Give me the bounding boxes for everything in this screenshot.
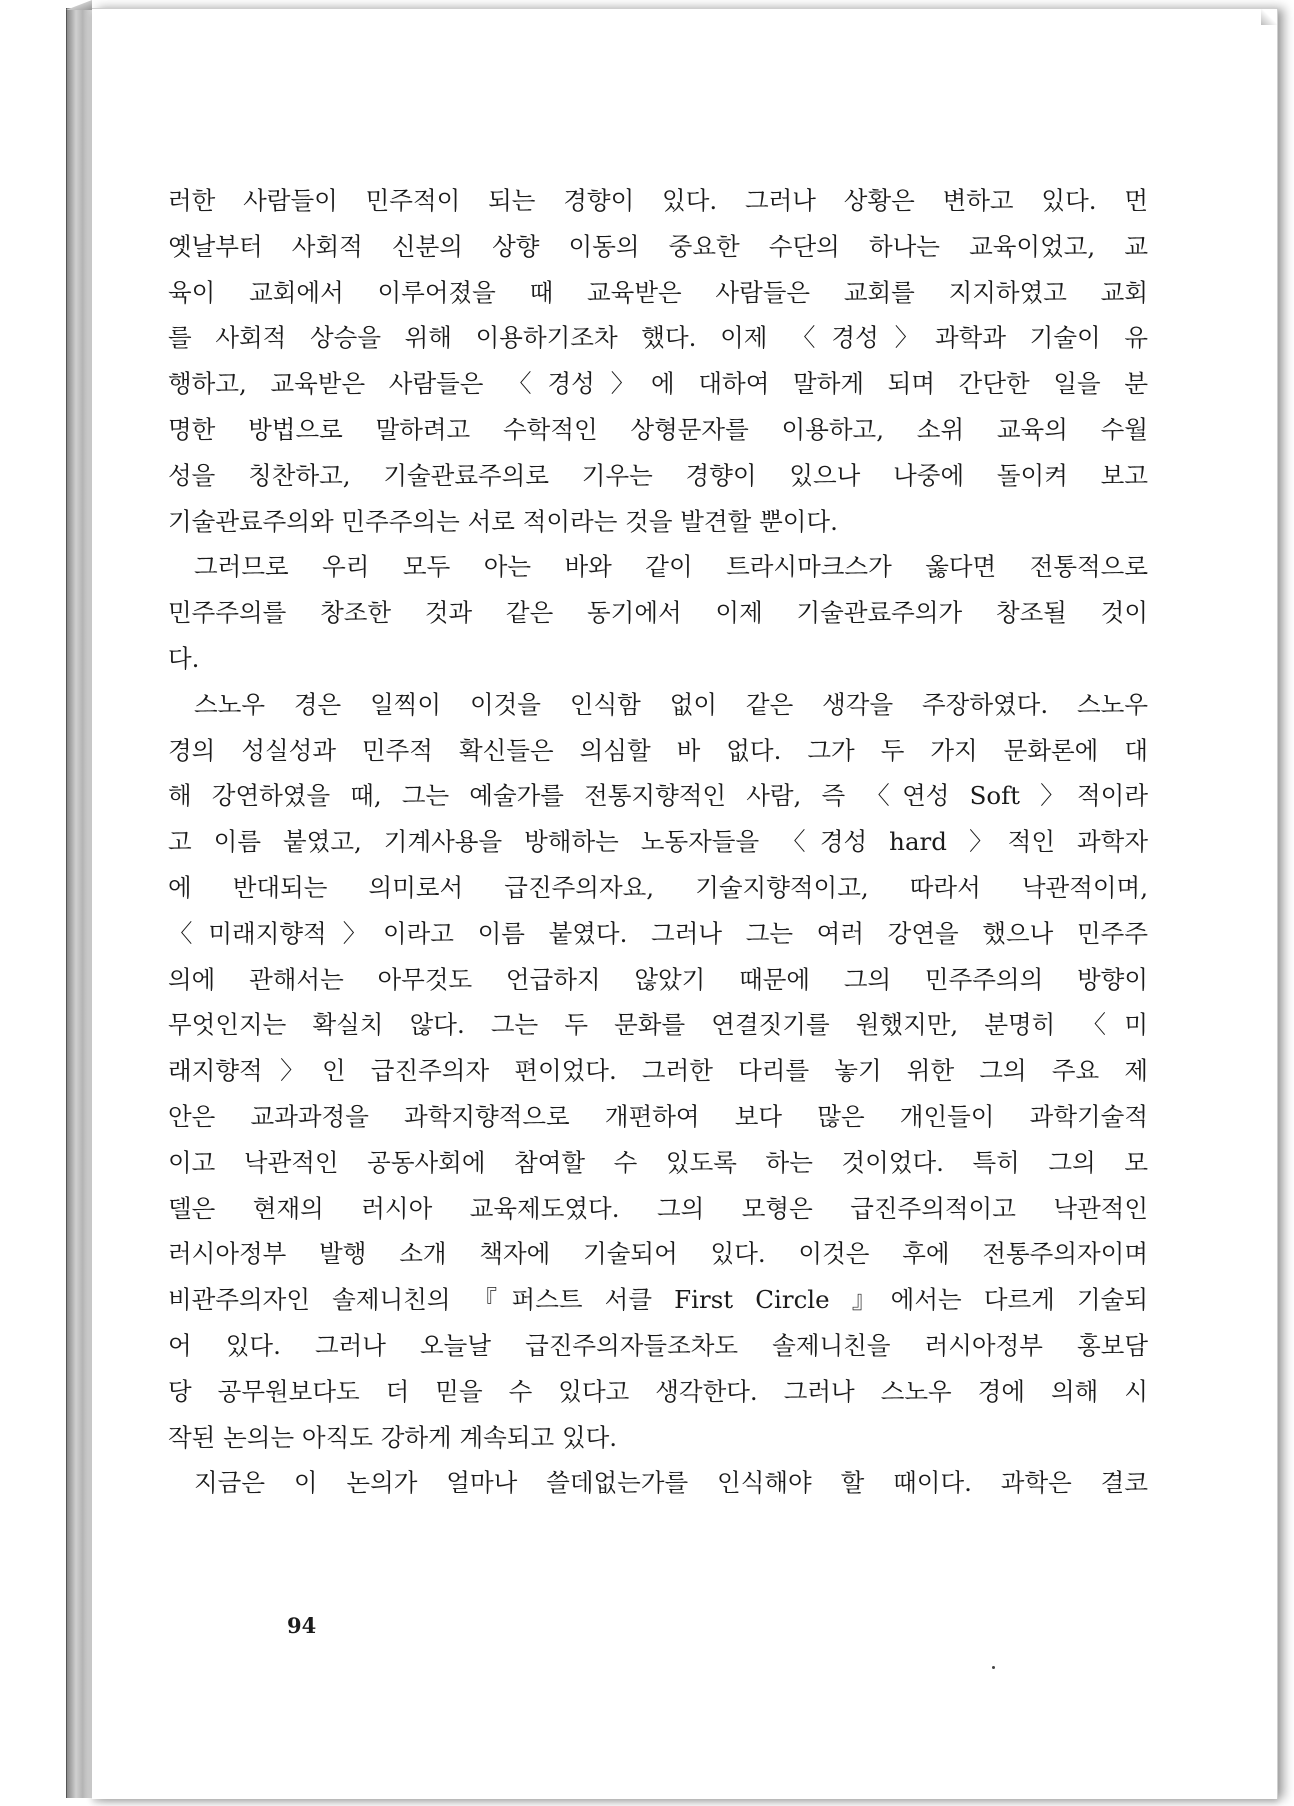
- text-line: 를 사회적 상승을 위해 이용하기조차 했다. 이제 〈경성〉과학과 기술이 유: [168, 323, 1148, 353]
- page-edge-corner: [66, 0, 92, 10]
- text-line: 안은 교과과정을 과학지향적으로 개편하여 보다 많은 개인들이 과학기술적: [168, 1101, 1148, 1131]
- page-corner: [1261, 9, 1277, 25]
- text-line: 그러므로 우리 모두 아는 바와 같이 트라시마크스가 옳다면 전통적으로: [194, 552, 1148, 582]
- body-text: [168, 178, 1148, 1506]
- text-line: 무엇인지는 확실치 않다. 그는 두 문화를 연결짓기를 원했지만, 분명히 〈미: [168, 1010, 1148, 1040]
- text-line: 옛날부터 사회적 신분의 상향 이동의 중요한 수단의 하나는 교육이었고, 교: [168, 231, 1148, 261]
- text-line: 이고 낙관적인 공동사회에 참여할 수 있도록 하는 것이었다. 특히 그의 모: [168, 1147, 1148, 1177]
- text-line: 육이 교회에서 이루어졌을 때 교육받은 사람들은 교회를 지지하였고 교회: [168, 277, 1148, 307]
- text-line: 해 강연하였을 때, 그는 예술가를 전통지향적인 사람, 즉 〈연성 Soft 〉적이라: [168, 781, 1148, 811]
- text-line: 민주주의를 창조한 것과 같은 동기에서 이제 기술관료주의가 창조될 것이: [168, 598, 1148, 628]
- text-line: 〈미래지향적〉이라고 이름 붙였다. 그러나 그는 여러 강연을 했으나 민주주: [168, 918, 1148, 948]
- text-line: 행하고, 교육받은 사람들은 〈경성〉에 대하여 말하게 되며 간단한 일을 분: [168, 369, 1148, 399]
- text-line: 경의 성실성과 민주적 확신들은 의심할 바 없다. 그가 두 가지 문화론에 대: [168, 735, 1148, 765]
- text-line: 지금은 이 논의가 얼마나 쓸데없는가를 인식해야 할 때이다. 과학은 결코: [194, 1468, 1148, 1498]
- text-line: 다.: [168, 643, 200, 673]
- scan-speck: [992, 1666, 995, 1669]
- page-edge: [66, 8, 93, 1798]
- text-line: 비관주의자인 솔제니친의 『퍼스트 서클 First Circle 』에서는 다르게 기술되: [168, 1285, 1148, 1315]
- text-line: 작된 논의는 아직도 강하게 계속되고 있다.: [168, 1422, 618, 1452]
- text-line: 러시아정부 발행 소개 책자에 기술되어 있다. 이것은 후에 전통주의자이며: [168, 1239, 1148, 1269]
- text-line: 델은 현재의 러시아 교육제도였다. 그의 모형은 급진주의적이고 낙관적인: [168, 1193, 1148, 1223]
- text-line: 당 공무원보다도 더 믿을 수 있다고 생각한다. 그러나 스노우 경에 의해 시: [168, 1376, 1148, 1406]
- text-line: 의에 관해서는 아무것도 언급하지 않았기 때문에 그의 민주주의의 방향이: [168, 964, 1148, 994]
- text-line: 래지향적〉인 급진주의자 편이었다. 그러한 다리를 놓기 위한 그의 주요 제: [168, 1056, 1148, 1086]
- text-line: 기술관료주의와 민주주의는 서로 적이라는 것을 발견할 뿐이다.: [168, 506, 838, 536]
- text-line: 스노우 경은 일찍이 이것을 인식함 없이 같은 생각을 주장하였다. 스노우: [194, 689, 1148, 719]
- text-line: 고 이름 붙였고, 기계사용을 방해하는 노동자들을 〈경성 hard 〉적인 과학자: [168, 827, 1148, 857]
- text-line: 러한 사람들이 민주적이 되는 경향이 있다. 그러나 상황은 변하고 있다. 먼: [168, 186, 1148, 215]
- text-line: 명한 방법으로 말하려고 수학적인 상형문자를 이용하고, 소위 교육의 수월: [168, 414, 1148, 444]
- text-line: 성을 칭찬하고, 기술관료주의로 기우는 경향이 있으나 나중에 돌이켜 보고: [168, 460, 1148, 490]
- text-line: 에 반대되는 의미로서 급진주의자요, 기술지향적이고, 따라서 낙관적이며,: [168, 872, 1148, 902]
- page-number: 94: [287, 1613, 317, 1638]
- text-line: 어 있다. 그러나 오늘날 급진주의자들조차도 솔제니친을 러시아정부 홍보담: [168, 1330, 1148, 1360]
